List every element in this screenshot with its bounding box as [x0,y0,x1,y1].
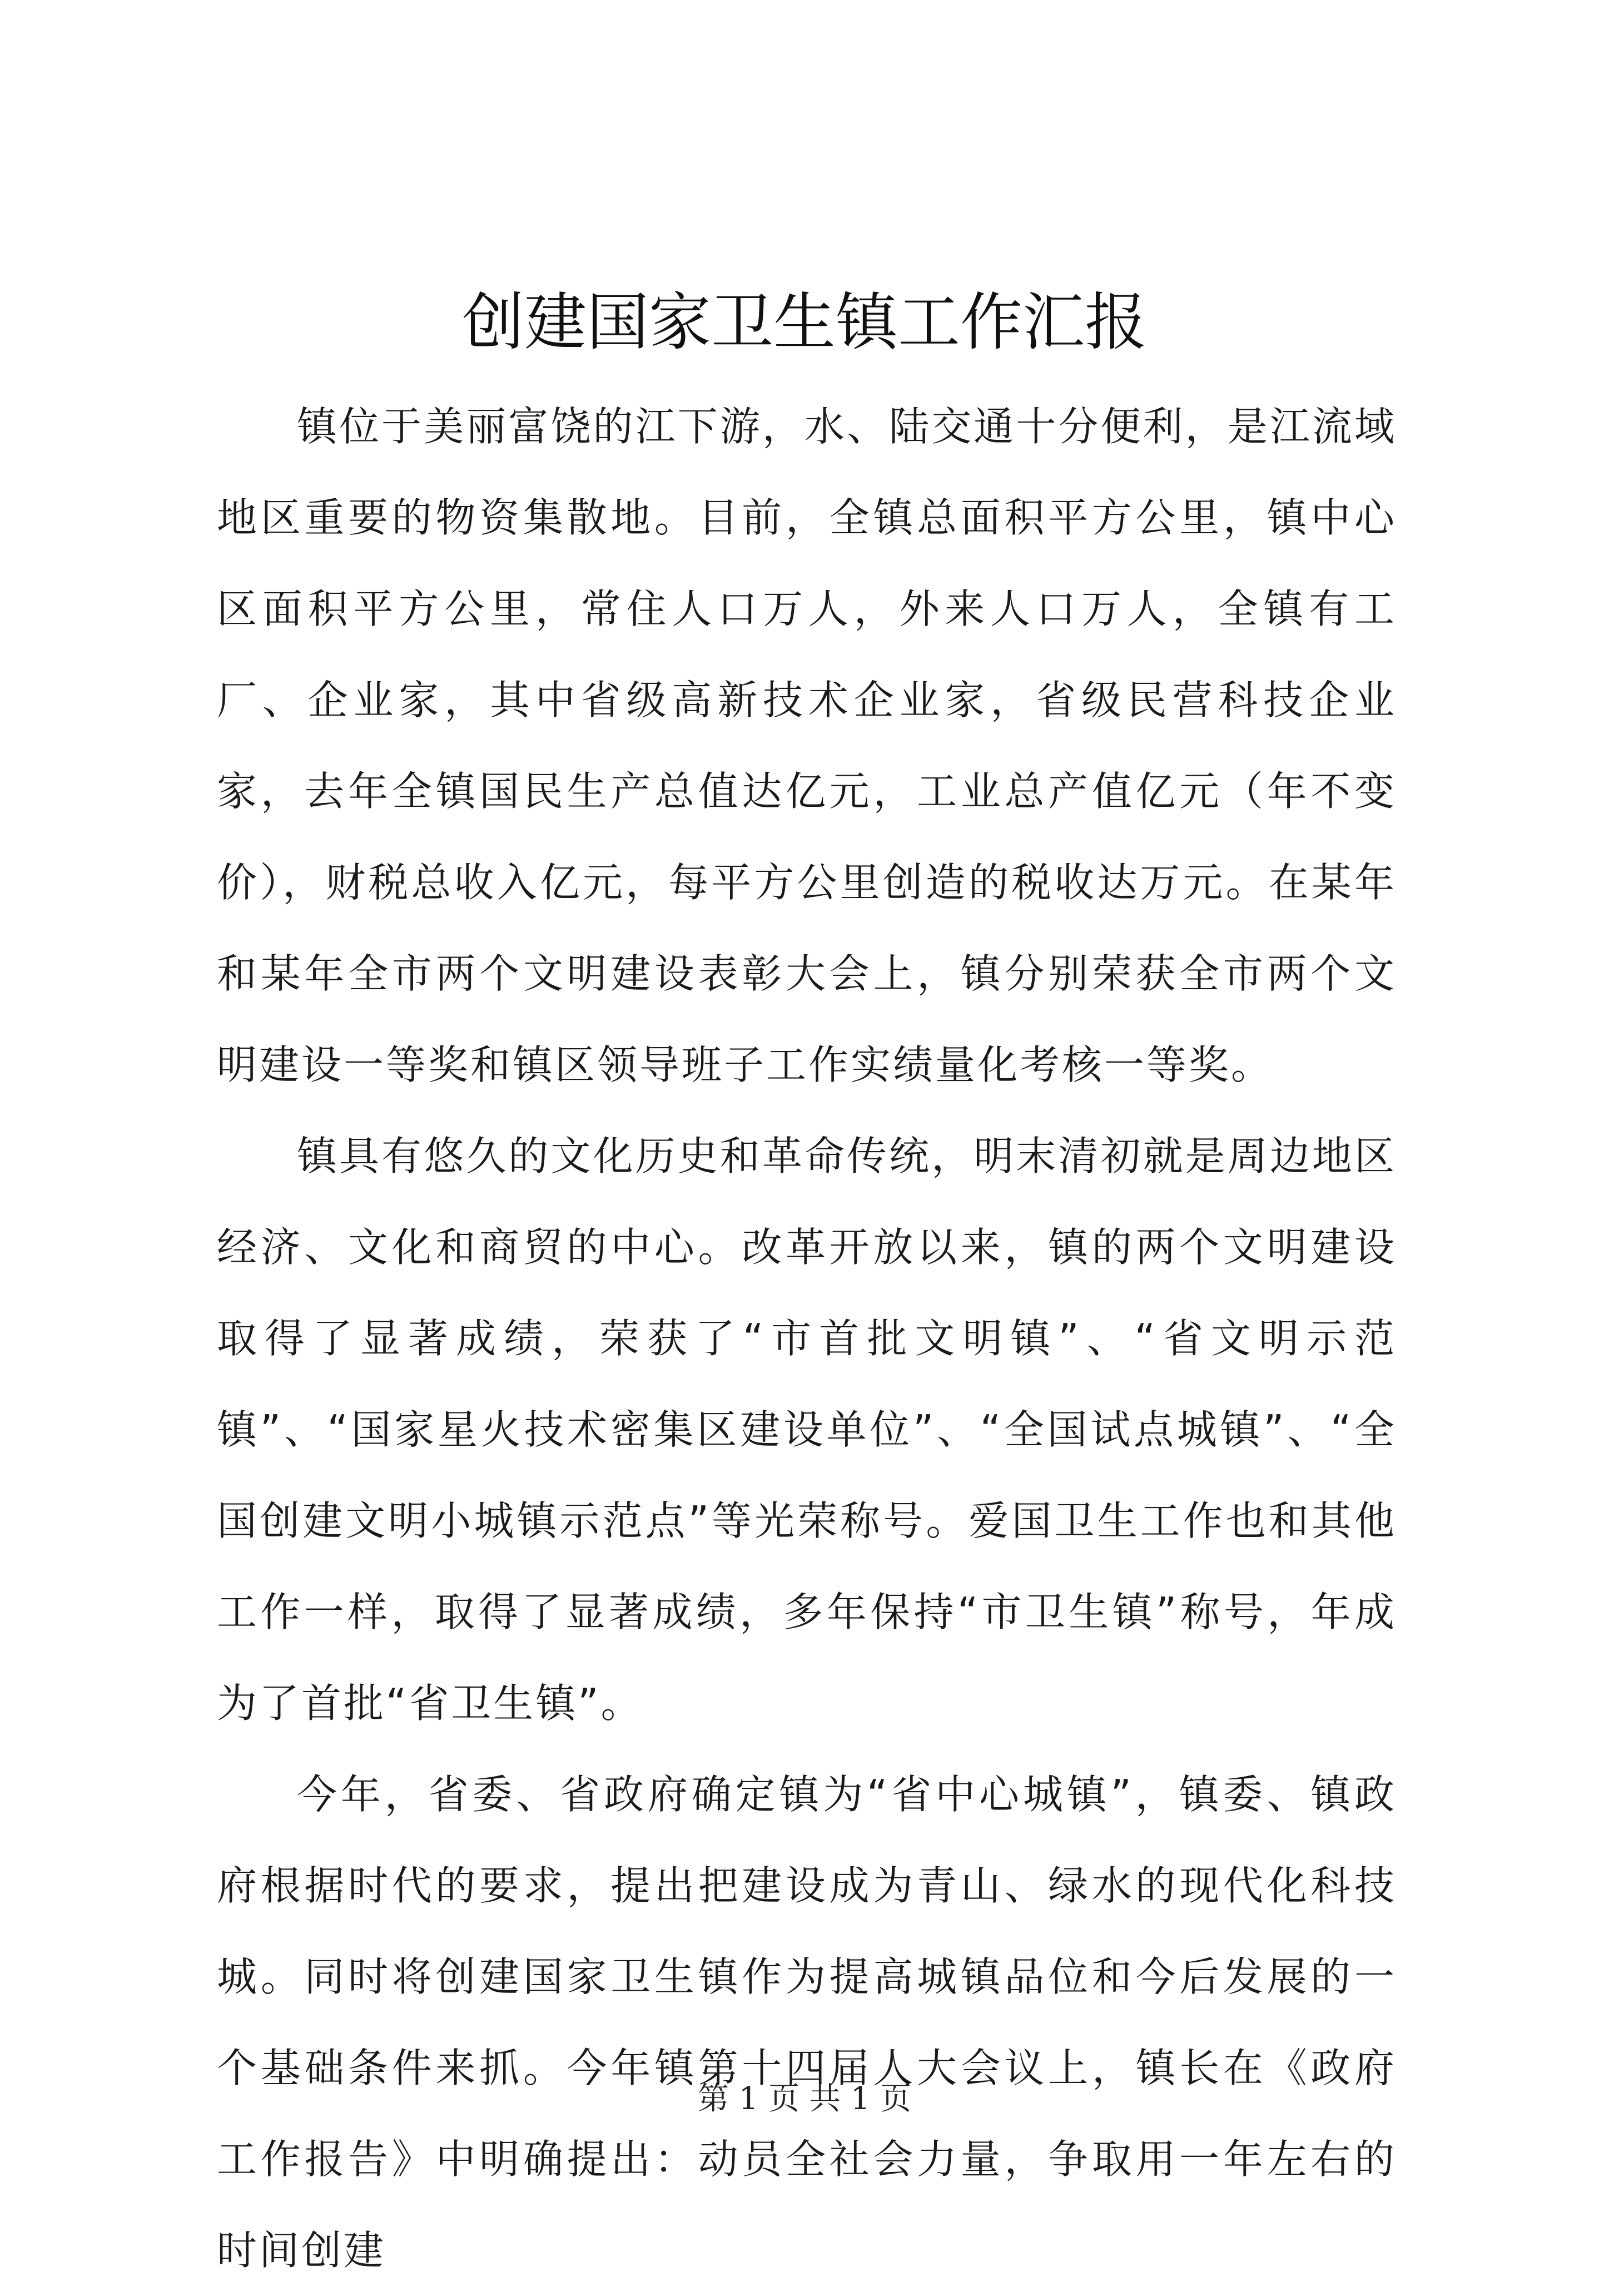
paragraph-2: 镇具有悠久的文化历史和革命传统，明末清初就是周边地区经济、文化和商贸的中心。改革开放以来，镇的两个文明建设取得了显著成绩，荣获了“市首批文明镇”、“省文明示范镇”、“国家星火技术密集区建设单位”、“全国试点城镇”、“全国创建文明小城镇示范点”等光荣称号。爱国卫生工作也和其他工作一样，取得了显著成绩，多年保持“市卫生镇”称号，年成为了首批“省卫生镇”。 [217,1133,1397,1727]
document-title: 创建国家卫生镇工作汇报 [462,286,1147,359]
document-body [217,381,1397,2296]
paragraph-3: 今年，省委、省政府确定镇为“省中心城镇”，镇委、镇政府根据时代的要求，提出把建设成为青山、绿水的现代化科技城。同时将创建国家卫生镇作为提高城镇品位和今后发展的一个基础条件来抓。今年镇第十四届人大会议上，镇长在《政府工作报告》中明确提出：动员全社会力量，争取用一年左右的时间创建 [217,1771,1397,2274]
page-number-footer: 第 1 页 共 1 页 [697,2081,912,2117]
paragraph-1: 镇位于美丽富饶的江下游，水、陆交通十分便利，是江流域地区重要的物资集散地。目前，全镇总面积平方公里，镇中心区面积平方公里，常住人口万人，外来人口万人，全镇有工厂、企业家，其中省级高新技术企业家，省级民营科技企业家，去年全镇国民生产总值达亿元，工业总产值亿元（年不变价），财税总收入亿元，每平方公里创造的税收达万元。在某年和某年全市两个文明建设表彰大会上，镇分别荣获全市两个文明建设一等奖和镇区领导班子工作实绩量化考核一等奖。 [217,403,1397,1088]
